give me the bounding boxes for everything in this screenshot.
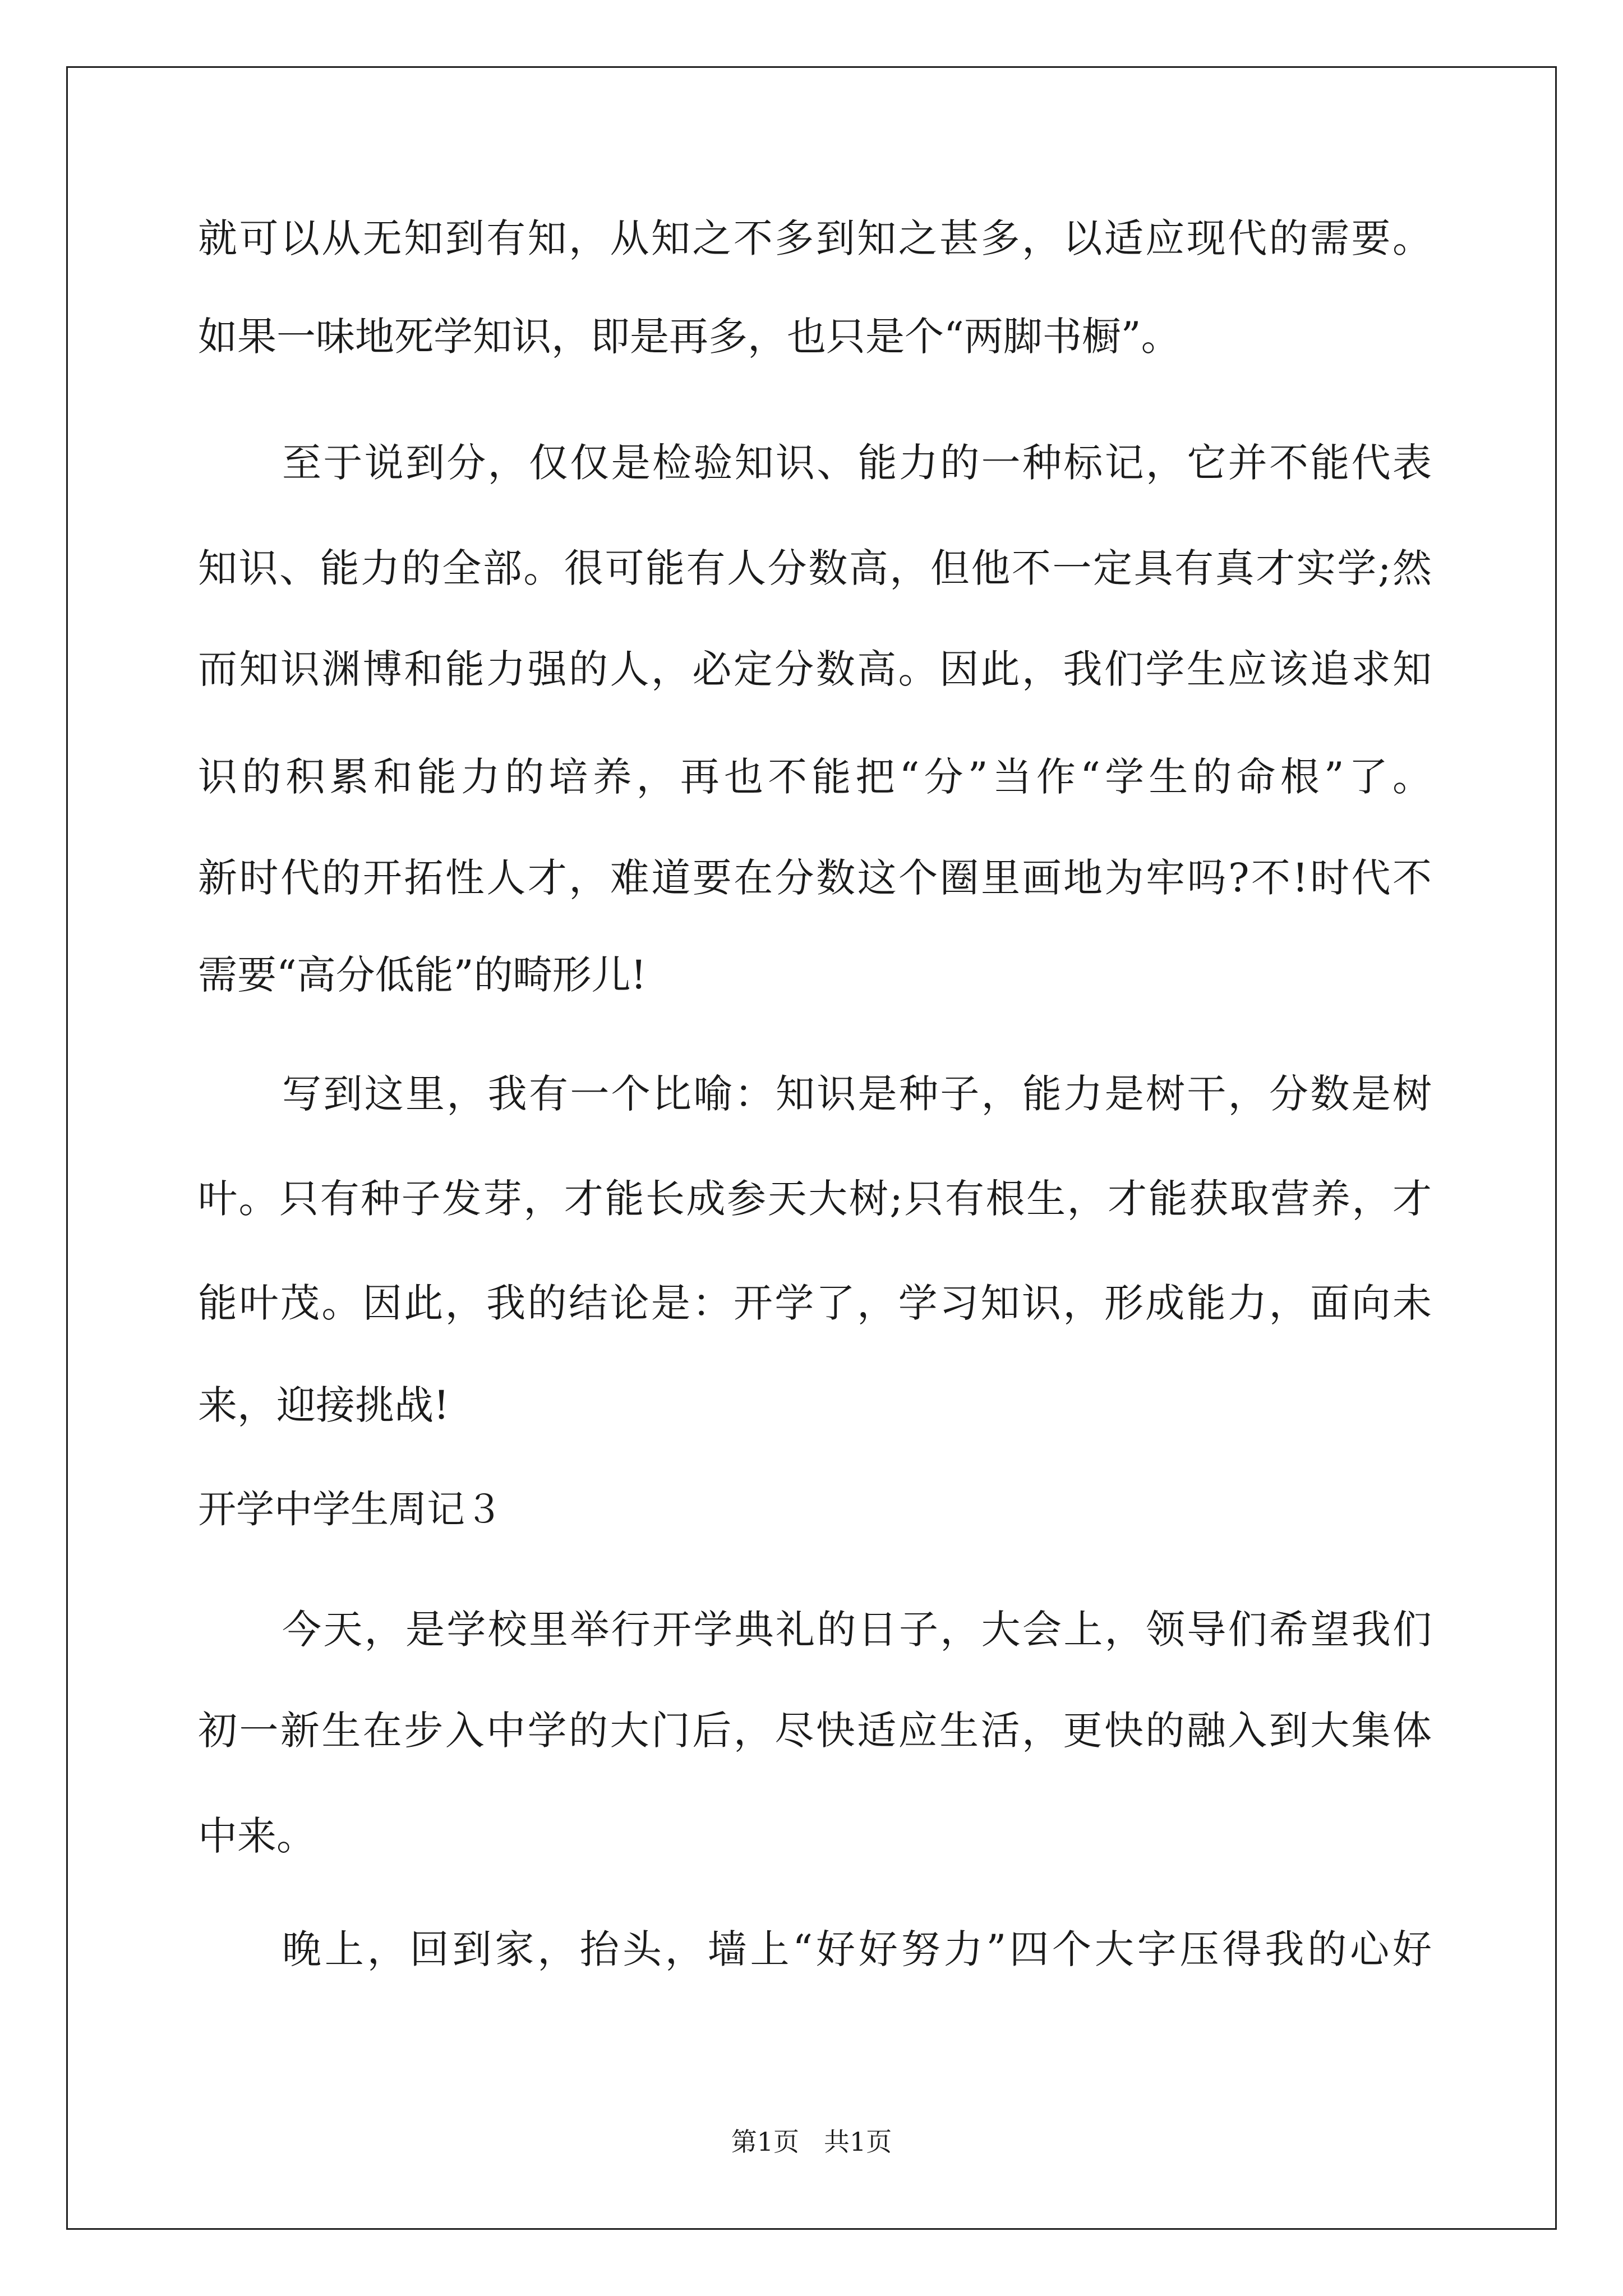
text-line: 新时代的开拓性人才，难道要在分数这个圈里画地为牢吗?不!时代不	[198, 855, 1432, 901]
paragraph-first-line: 晚上，回到家，抬头，墙上“好好努力”四个大字压得我的心好	[282, 1926, 1432, 1972]
page-total: 共1页	[823, 2127, 892, 2157]
text-line: 而知识渊博和能力强的人，必定分数高。因此，我们学生应该追求知	[198, 646, 1432, 692]
paragraph-first-line: 写到这里，我有一个比喻：知识是种子，能力是树干，分数是树	[282, 1071, 1432, 1117]
paragraph-first-line: 今天，是学校里举行开学典礼的日子，大会上，领导们希望我们	[282, 1607, 1432, 1653]
text-line: 需要“高分低能”的畸形儿!	[198, 952, 647, 998]
page-border	[66, 66, 1557, 2230]
text-line: 知识、能力的全部。很可能有人分数高，但他不一定具有真才实学;然	[198, 545, 1432, 591]
text-line: 中来。	[198, 1813, 316, 1859]
text-line: 如果一味地死学知识，即是再多，也只是个“两脚书橱”。	[198, 314, 1181, 360]
section-heading: 开学中学生周记３	[198, 1488, 504, 1532]
text-line: 初一新生在步入中学的大门后，尽快适应生活，更快的融入到大集体	[198, 1708, 1432, 1754]
text-line: 来，迎接挑战!	[198, 1382, 450, 1428]
text-line: 叶。只有种子发芽，才能长成参天大树;只有根生，才能获取营养，才	[198, 1176, 1432, 1222]
page-footer	[0, 2125, 1623, 2159]
paragraph-first-line: 至于说到分，仅仅是检验知识、能力的一种标记，它并不能代表	[282, 440, 1432, 486]
text-line: 识的积累和能力的培养，再也不能把“分”当作“学生的命根”了。	[198, 754, 1432, 800]
text-line: 就可以从无知到有知，从知之不多到知之甚多，以适应现代的需要。	[198, 215, 1432, 261]
text-line: 能叶茂。因此，我的结论是：开学了，学习知识，形成能力，面向未	[198, 1280, 1432, 1326]
page-number: 第1页	[731, 2127, 800, 2157]
